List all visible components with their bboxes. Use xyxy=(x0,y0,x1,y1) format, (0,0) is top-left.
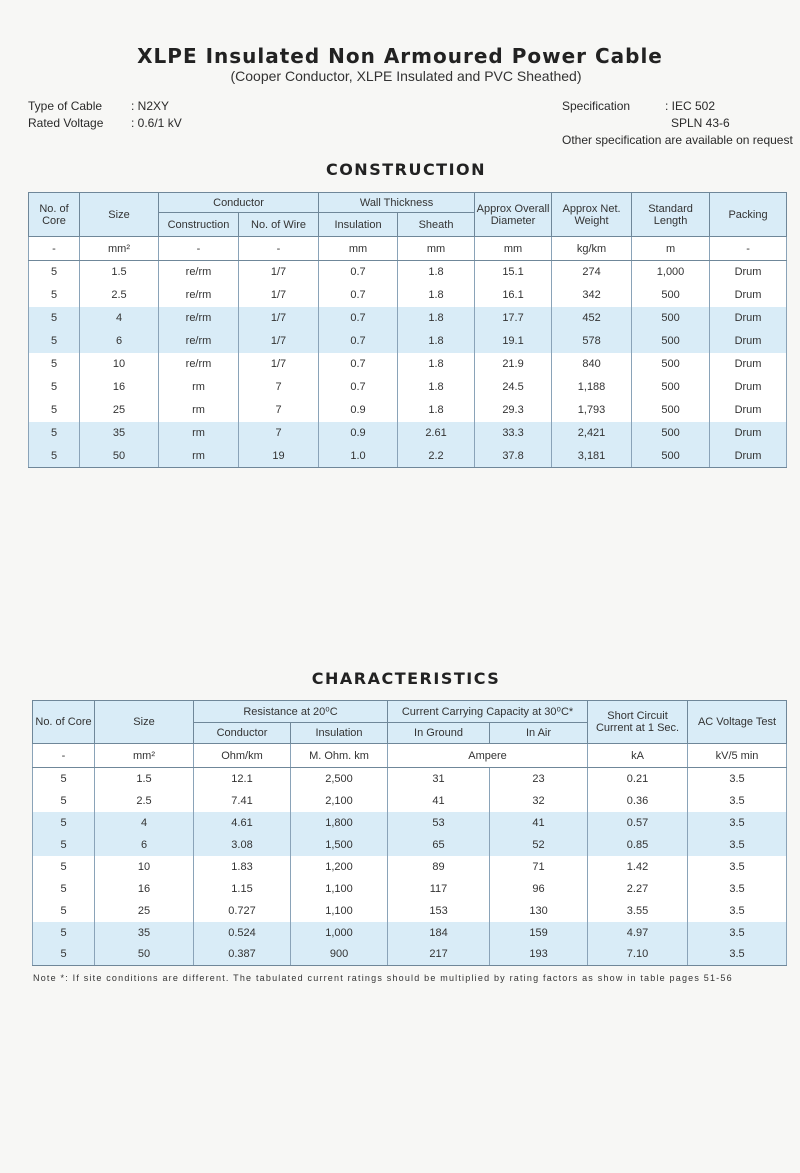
table-row xyxy=(29,422,787,445)
construction-title: CONSTRUCTION xyxy=(325,160,487,179)
specification-value-1: : IEC 502 xyxy=(665,99,716,113)
table-cell: 3.5 xyxy=(688,768,787,790)
table-cell: 5 xyxy=(29,261,80,284)
table-cell: Drum xyxy=(710,307,787,330)
table-row xyxy=(33,812,787,834)
col-header-in-air: In Air xyxy=(490,723,588,744)
table-row xyxy=(33,878,787,900)
table-cell: Drum xyxy=(710,261,787,284)
col-header-ac-voltage-test: AC Voltage Test xyxy=(688,701,787,744)
table-cell: 17.7 xyxy=(475,307,552,330)
table-cell: Drum xyxy=(710,445,787,468)
table-cell: 15.1 xyxy=(475,261,552,284)
col-header-diameter: Approx Overall Diameter xyxy=(475,193,552,237)
table-cell: re/rm xyxy=(159,284,239,307)
table-row xyxy=(33,834,787,856)
table-cell: 4 xyxy=(80,307,159,330)
table-cell: 0.21 xyxy=(588,768,688,790)
table-cell: 65 xyxy=(388,834,490,856)
table-cell: 5 xyxy=(29,353,80,376)
table-cell: 1.42 xyxy=(588,856,688,878)
table-cell: 0.57 xyxy=(588,812,688,834)
table-cell: 500 xyxy=(632,353,710,376)
table-cell: 1.0 xyxy=(319,445,398,468)
col-header-current-capacity: Current Carrying Capacity at 30⁰C* xyxy=(388,701,588,723)
col-header-sheath: Sheath xyxy=(398,213,475,237)
table-cell: 52 xyxy=(490,834,588,856)
table-cell: 900 xyxy=(291,944,388,966)
table-row xyxy=(29,261,787,284)
table-cell: 1.83 xyxy=(194,856,291,878)
table-cell: 159 xyxy=(490,922,588,944)
table-cell: Drum xyxy=(710,376,787,399)
table-cell: 193 xyxy=(490,944,588,966)
table-cell: 41 xyxy=(388,790,490,812)
table-cell: 4.61 xyxy=(194,812,291,834)
table-cell: 0.524 xyxy=(194,922,291,944)
table-cell: 7 xyxy=(239,376,319,399)
col-header-cores: No. of Core xyxy=(29,193,80,237)
table-cell: 1,000 xyxy=(632,261,710,284)
table-cell: 1.8 xyxy=(398,284,475,307)
unit-cell: - xyxy=(239,237,319,261)
unit-cell: kV/5 min xyxy=(688,744,787,768)
table-cell: 3,181 xyxy=(552,445,632,468)
table-cell: 2.5 xyxy=(80,284,159,307)
table-cell: Drum xyxy=(710,353,787,376)
col-header-short-circuit: Short Circuit Current at 1 Sec. xyxy=(588,701,688,744)
table-cell: 6 xyxy=(80,330,159,353)
unit-cell: mm xyxy=(398,237,475,261)
table-cell: Drum xyxy=(710,399,787,422)
construction-header-row-1 xyxy=(29,193,787,213)
table-cell: 3.5 xyxy=(688,856,787,878)
table-cell: 0.9 xyxy=(319,422,398,445)
table-cell: 0.9 xyxy=(319,399,398,422)
table-cell: 3.55 xyxy=(588,900,688,922)
table-cell: 1,800 xyxy=(291,812,388,834)
cable-specs xyxy=(28,98,182,132)
table-cell: 5 xyxy=(33,922,95,944)
table-row xyxy=(29,399,787,422)
unit-cell: mm xyxy=(319,237,398,261)
col-header-size: Size xyxy=(80,193,159,237)
table-cell: 5 xyxy=(33,790,95,812)
unit-cell: kg/km xyxy=(552,237,632,261)
table-cell: 452 xyxy=(552,307,632,330)
table-cell: 0.36 xyxy=(588,790,688,812)
table-cell: 117 xyxy=(388,878,490,900)
characteristics-body xyxy=(33,768,787,966)
col-header-in-ground: In Ground xyxy=(388,723,490,744)
table-cell: 1/7 xyxy=(239,261,319,284)
page-subtitle: (Cooper Conductor, XLPE Insulated and PVC Sheathed) xyxy=(230,68,582,84)
table-cell: 274 xyxy=(552,261,632,284)
table-cell: 71 xyxy=(490,856,588,878)
col-header-insulation: Insulation xyxy=(319,213,398,237)
table-row xyxy=(33,944,787,966)
table-cell: 184 xyxy=(388,922,490,944)
table-row xyxy=(29,353,787,376)
table-cell: 130 xyxy=(490,900,588,922)
unit-cell: - xyxy=(29,237,80,261)
table-cell: 5 xyxy=(29,422,80,445)
table-cell: 50 xyxy=(80,445,159,468)
table-cell: 5 xyxy=(33,834,95,856)
table-cell: 500 xyxy=(632,307,710,330)
table-cell: 3.5 xyxy=(688,878,787,900)
table-cell: 0.7 xyxy=(319,353,398,376)
table-cell: 2.27 xyxy=(588,878,688,900)
unit-cell: m xyxy=(632,237,710,261)
table-cell: 3.08 xyxy=(194,834,291,856)
table-cell: 0.7 xyxy=(319,261,398,284)
type-of-cable-value: : N2XY xyxy=(131,99,170,113)
table-cell: rm xyxy=(159,422,239,445)
table-cell: 342 xyxy=(552,284,632,307)
table-cell: 7.41 xyxy=(194,790,291,812)
specification-block xyxy=(562,98,793,149)
col-header-packing: Packing xyxy=(710,193,787,237)
table-cell: 31 xyxy=(388,768,490,790)
table-cell: 1.8 xyxy=(398,330,475,353)
table-cell: 1.8 xyxy=(398,353,475,376)
table-cell: 1,000 xyxy=(291,922,388,944)
table-cell: 1.8 xyxy=(398,261,475,284)
table-row xyxy=(29,330,787,353)
table-cell: 1,100 xyxy=(291,900,388,922)
table-cell: 32 xyxy=(490,790,588,812)
unit-cell: mm² xyxy=(95,744,194,768)
table-cell: 19 xyxy=(239,445,319,468)
characteristics-table xyxy=(32,700,787,966)
footnote: Note *: If site conditions are different. The tabulated current ratings should be multiplied by rating factors as show in table pages 51-56 xyxy=(33,973,733,983)
table-cell: 1/7 xyxy=(239,284,319,307)
table-cell: 4.97 xyxy=(588,922,688,944)
table-cell: 29.3 xyxy=(475,399,552,422)
table-cell: 1.8 xyxy=(398,399,475,422)
table-cell: 53 xyxy=(388,812,490,834)
unit-cell: - xyxy=(33,744,95,768)
table-cell: 10 xyxy=(95,856,194,878)
table-cell: 500 xyxy=(632,376,710,399)
table-cell: 500 xyxy=(632,422,710,445)
table-cell: rm xyxy=(159,376,239,399)
table-cell: re/rm xyxy=(159,330,239,353)
table-cell: 0.7 xyxy=(319,284,398,307)
construction-body xyxy=(29,261,787,468)
table-cell: 3.5 xyxy=(688,812,787,834)
table-cell: 5 xyxy=(33,856,95,878)
table-cell: 2,500 xyxy=(291,768,388,790)
col-header-conductor: Conductor xyxy=(159,193,319,213)
table-cell: Drum xyxy=(710,330,787,353)
table-row xyxy=(29,284,787,307)
table-cell: 500 xyxy=(632,445,710,468)
table-cell: 5 xyxy=(29,376,80,399)
table-cell: rm xyxy=(159,399,239,422)
table-cell: 5 xyxy=(33,878,95,900)
table-cell: rm xyxy=(159,445,239,468)
type-of-cable-row xyxy=(28,98,182,115)
table-cell: 0.7 xyxy=(319,376,398,399)
table-row xyxy=(33,790,787,812)
table-cell: 3.5 xyxy=(688,922,787,944)
table-cell: 41 xyxy=(490,812,588,834)
specification-note: Other specification are available on request xyxy=(562,133,793,147)
table-cell: 35 xyxy=(95,922,194,944)
table-cell: 2.2 xyxy=(398,445,475,468)
page-title: XLPE Insulated Non Armoured Power Cable xyxy=(137,44,663,68)
table-cell: 3.5 xyxy=(688,944,787,966)
specification-label: Specification xyxy=(562,99,631,113)
table-row xyxy=(33,922,787,944)
table-cell: 16.1 xyxy=(475,284,552,307)
table-cell: 19.1 xyxy=(475,330,552,353)
table-cell: 3.5 xyxy=(688,900,787,922)
table-cell: 16 xyxy=(95,878,194,900)
characteristics-title: CHARACTERISTICS xyxy=(311,669,501,688)
unit-cell: Ampere xyxy=(388,744,588,768)
table-cell: Drum xyxy=(710,284,787,307)
table-cell: 5 xyxy=(29,445,80,468)
table-cell: 1.15 xyxy=(194,878,291,900)
table-cell: 3.5 xyxy=(688,790,787,812)
table-cell: 1,188 xyxy=(552,376,632,399)
table-cell: 1/7 xyxy=(239,307,319,330)
table-cell: 7 xyxy=(239,399,319,422)
col-header-weight: Approx Net. Weight xyxy=(552,193,632,237)
table-cell: 5 xyxy=(29,399,80,422)
table-row xyxy=(33,900,787,922)
unit-cell: - xyxy=(159,237,239,261)
table-cell: 89 xyxy=(388,856,490,878)
table-cell: 21.9 xyxy=(475,353,552,376)
table-cell: 500 xyxy=(632,284,710,307)
table-cell: 1/7 xyxy=(239,330,319,353)
table-cell: 33.3 xyxy=(475,422,552,445)
col-header-wall-thickness: Wall Thickness xyxy=(319,193,475,213)
table-cell: 5 xyxy=(33,944,95,966)
unit-cell: mm xyxy=(475,237,552,261)
table-cell: 5 xyxy=(33,900,95,922)
table-cell: 153 xyxy=(388,900,490,922)
table-cell: 0.7 xyxy=(319,307,398,330)
table-cell: 2,421 xyxy=(552,422,632,445)
specification-row xyxy=(562,98,793,115)
col-header-conductor: Conductor xyxy=(194,723,291,744)
characteristics-units-row xyxy=(33,744,787,768)
table-row xyxy=(29,445,787,468)
table-cell: 2,100 xyxy=(291,790,388,812)
rated-voltage-label: Rated Voltage xyxy=(28,116,104,130)
table-cell: 1,793 xyxy=(552,399,632,422)
table-cell: 5 xyxy=(29,330,80,353)
table-cell: 1,100 xyxy=(291,878,388,900)
table-cell: 1.8 xyxy=(398,376,475,399)
table-cell: 1/7 xyxy=(239,353,319,376)
table-row xyxy=(29,376,787,399)
table-cell: 1.5 xyxy=(95,768,194,790)
table-cell: 96 xyxy=(490,878,588,900)
table-cell: 1.5 xyxy=(80,261,159,284)
rated-voltage-row xyxy=(28,115,182,132)
table-cell: 5 xyxy=(33,812,95,834)
table-cell: 16 xyxy=(80,376,159,399)
table-cell: re/rm xyxy=(159,307,239,330)
table-cell: 6 xyxy=(95,834,194,856)
table-cell: 840 xyxy=(552,353,632,376)
unit-cell: Ohm/km xyxy=(194,744,291,768)
col-header-resistance: Resistance at 20⁰C xyxy=(194,701,388,723)
table-cell: 0.727 xyxy=(194,900,291,922)
construction-table xyxy=(28,192,787,468)
specification-value-2: SPLN 43-6 xyxy=(671,116,730,130)
table-cell: 2.61 xyxy=(398,422,475,445)
table-row xyxy=(33,768,787,790)
table-cell: re/rm xyxy=(159,261,239,284)
table-cell: 3.5 xyxy=(688,834,787,856)
col-header-size: Size xyxy=(95,701,194,744)
table-cell: 1,200 xyxy=(291,856,388,878)
table-row xyxy=(33,856,787,878)
characteristics-header-row-1 xyxy=(33,701,787,723)
rated-voltage-value: : 0.6/1 kV xyxy=(131,116,182,130)
table-cell: 500 xyxy=(632,330,710,353)
unit-cell: M. Ohm. km xyxy=(291,744,388,768)
table-cell: 7.10 xyxy=(588,944,688,966)
table-cell: Drum xyxy=(710,422,787,445)
col-header-cores: No. of Core xyxy=(33,701,95,744)
unit-cell: mm² xyxy=(80,237,159,261)
table-cell: 0.7 xyxy=(319,330,398,353)
table-cell: 0.85 xyxy=(588,834,688,856)
table-cell: 5 xyxy=(33,768,95,790)
col-header-length: Standard Length xyxy=(632,193,710,237)
table-cell: 5 xyxy=(29,307,80,330)
table-cell: 5 xyxy=(29,284,80,307)
table-cell: 50 xyxy=(95,944,194,966)
table-cell: re/rm xyxy=(159,353,239,376)
table-cell: 500 xyxy=(632,399,710,422)
col-header-wires: No. of Wire xyxy=(239,213,319,237)
table-cell: 25 xyxy=(80,399,159,422)
table-cell: 7 xyxy=(239,422,319,445)
col-header-construction: Construction xyxy=(159,213,239,237)
type-of-cable-label: Type of Cable xyxy=(28,99,103,113)
table-cell: 578 xyxy=(552,330,632,353)
col-header-insulation: Insulation xyxy=(291,723,388,744)
table-cell: 10 xyxy=(80,353,159,376)
table-cell: 0.387 xyxy=(194,944,291,966)
table-cell: 1,500 xyxy=(291,834,388,856)
table-cell: 35 xyxy=(80,422,159,445)
table-cell: 12.1 xyxy=(194,768,291,790)
table-cell: 4 xyxy=(95,812,194,834)
unit-cell: kA xyxy=(588,744,688,768)
table-cell: 37.8 xyxy=(475,445,552,468)
table-cell: 25 xyxy=(95,900,194,922)
table-cell: 217 xyxy=(388,944,490,966)
table-cell: 2.5 xyxy=(95,790,194,812)
table-cell: 23 xyxy=(490,768,588,790)
construction-units-row xyxy=(29,237,787,261)
table-row xyxy=(29,307,787,330)
table-cell: 24.5 xyxy=(475,376,552,399)
table-cell: 1.8 xyxy=(398,307,475,330)
unit-cell: - xyxy=(710,237,787,261)
